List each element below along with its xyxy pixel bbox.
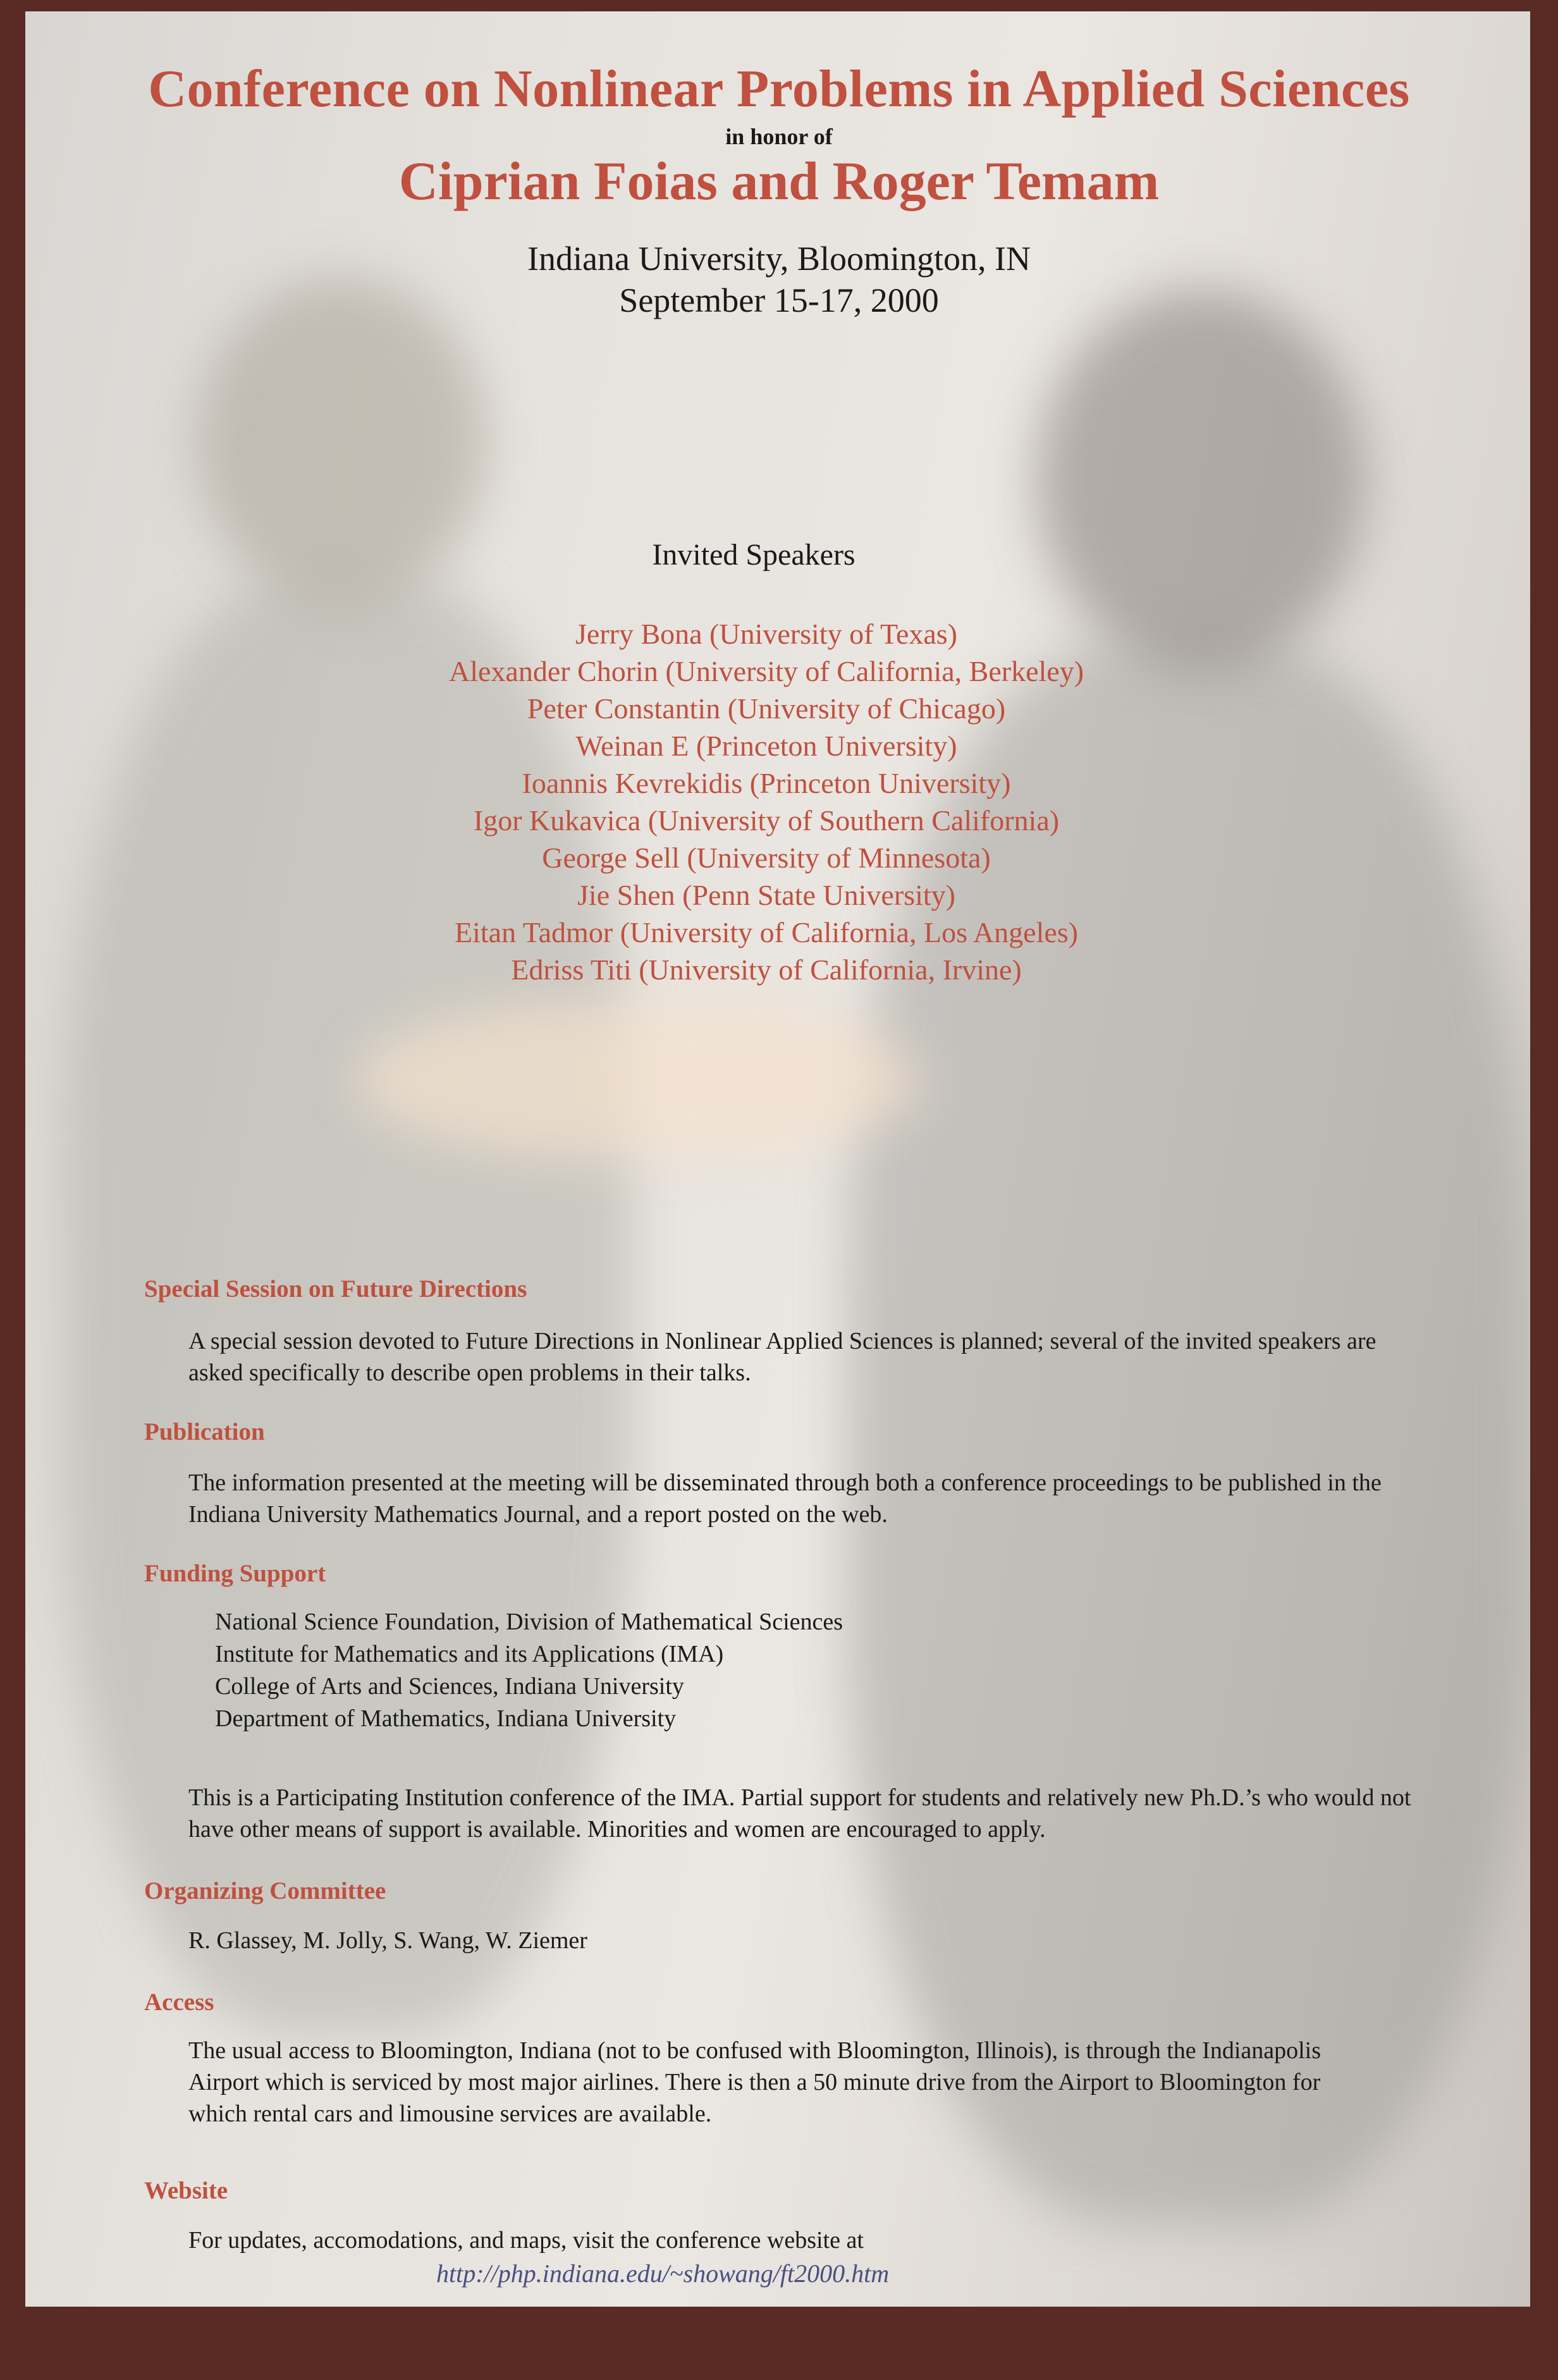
publication-text: The information presented at the meeting will be disseminated through both a conference proceedings to be published in the Indiana University Mathematics Journal, and a report posted on the web. [188, 1469, 1382, 1528]
funding-item: Department of Mathematics, Indiana University [215, 1705, 677, 1732]
background-photo-handshake [354, 998, 923, 1162]
background-photo-head-right [1037, 290, 1366, 669]
conference-location: Indiana University, Bloomington, IN [527, 240, 1031, 278]
poster-sheet [25, 11, 1530, 2307]
website-text: For updates, accomodations, and maps, visit the conference website at [188, 2227, 864, 2254]
speaker-item: George Sell (University of Minnesota) [542, 842, 991, 874]
funding-list [215, 1606, 843, 1735]
access-heading: Access [144, 1989, 214, 2016]
funding-item: National Science Foundation, Division of Mathematical Sciences [215, 1609, 843, 1635]
funding-item: Institute for Mathematics and its Applications (IMA) [215, 1641, 724, 1667]
speaker-item: Edriss Titi (University of California, Irvine) [511, 954, 1022, 986]
funding-heading: Funding Support [144, 1560, 326, 1587]
speaker-item: Weinan E (Princeton University) [575, 730, 957, 762]
special-session-text: A special session devoted to Future Directions in Nonlinear Applied Sciences is planned; several of the invited speakers are asked specifically to describe open problems in their talks. [188, 1328, 1377, 1386]
honor-line: in honor of [725, 124, 833, 149]
conference-title: Conference on Nonlinear Problems in Applied Sciences [148, 59, 1410, 118]
speaker-item: Alexander Chorin (University of California, Berkeley) [448, 655, 1084, 687]
speaker-item: Peter Constantin (University of Chicago) [527, 692, 1006, 725]
invited-speakers-heading: Invited Speakers [652, 538, 856, 572]
invited-speakers-list [0, 615, 1545, 988]
speaker-item: Jerry Bona (University of Texas) [575, 618, 957, 650]
speaker-item: Jie Shen (Penn State University) [577, 879, 955, 911]
speaker-item: Igor Kukavica (University of Southern California) [473, 804, 1060, 837]
honorees: Ciprian Foias and Roger Temam [398, 150, 1160, 211]
speaker-item: Ioannis Kevrekidis (Princeton University) [522, 767, 1011, 799]
funding-note: This is a Participating Institution conference of the IMA. Partial support for students and relatively new Ph.D.’s who would not have other means of support is available. Minorities and women are encouraged to apply. [188, 1784, 1411, 1843]
committee-members: R. Glassey, M. Jolly, S. Wang, W. Ziemer [188, 1927, 587, 1954]
special-session-heading: Special Session on Future Directions [144, 1275, 527, 1303]
website-heading: Website [144, 2177, 228, 2204]
funding-item: College of Arts and Sciences, Indiana University [215, 1673, 684, 1700]
access-text: The usual access to Bloomington, Indiana (not to be confused with Bloomington, Illinois), is through the Indianapolis Airport which is serviced by most major airlines. There is then a 50 minute drive from the Airport to Bloomington for which rental cars and limousine services are available. [188, 2037, 1322, 2127]
committee-heading: Organizing Committee [144, 1877, 386, 1905]
speaker-item: Eitan Tadmor (University of California, Los Angeles) [455, 916, 1078, 948]
publication-heading: Publication [144, 1418, 265, 1445]
conference-dates: September 15-17, 2000 [619, 281, 939, 319]
website-link[interactable]: http://php.indiana.edu/~showang/ft2000.htm [436, 2259, 890, 2288]
